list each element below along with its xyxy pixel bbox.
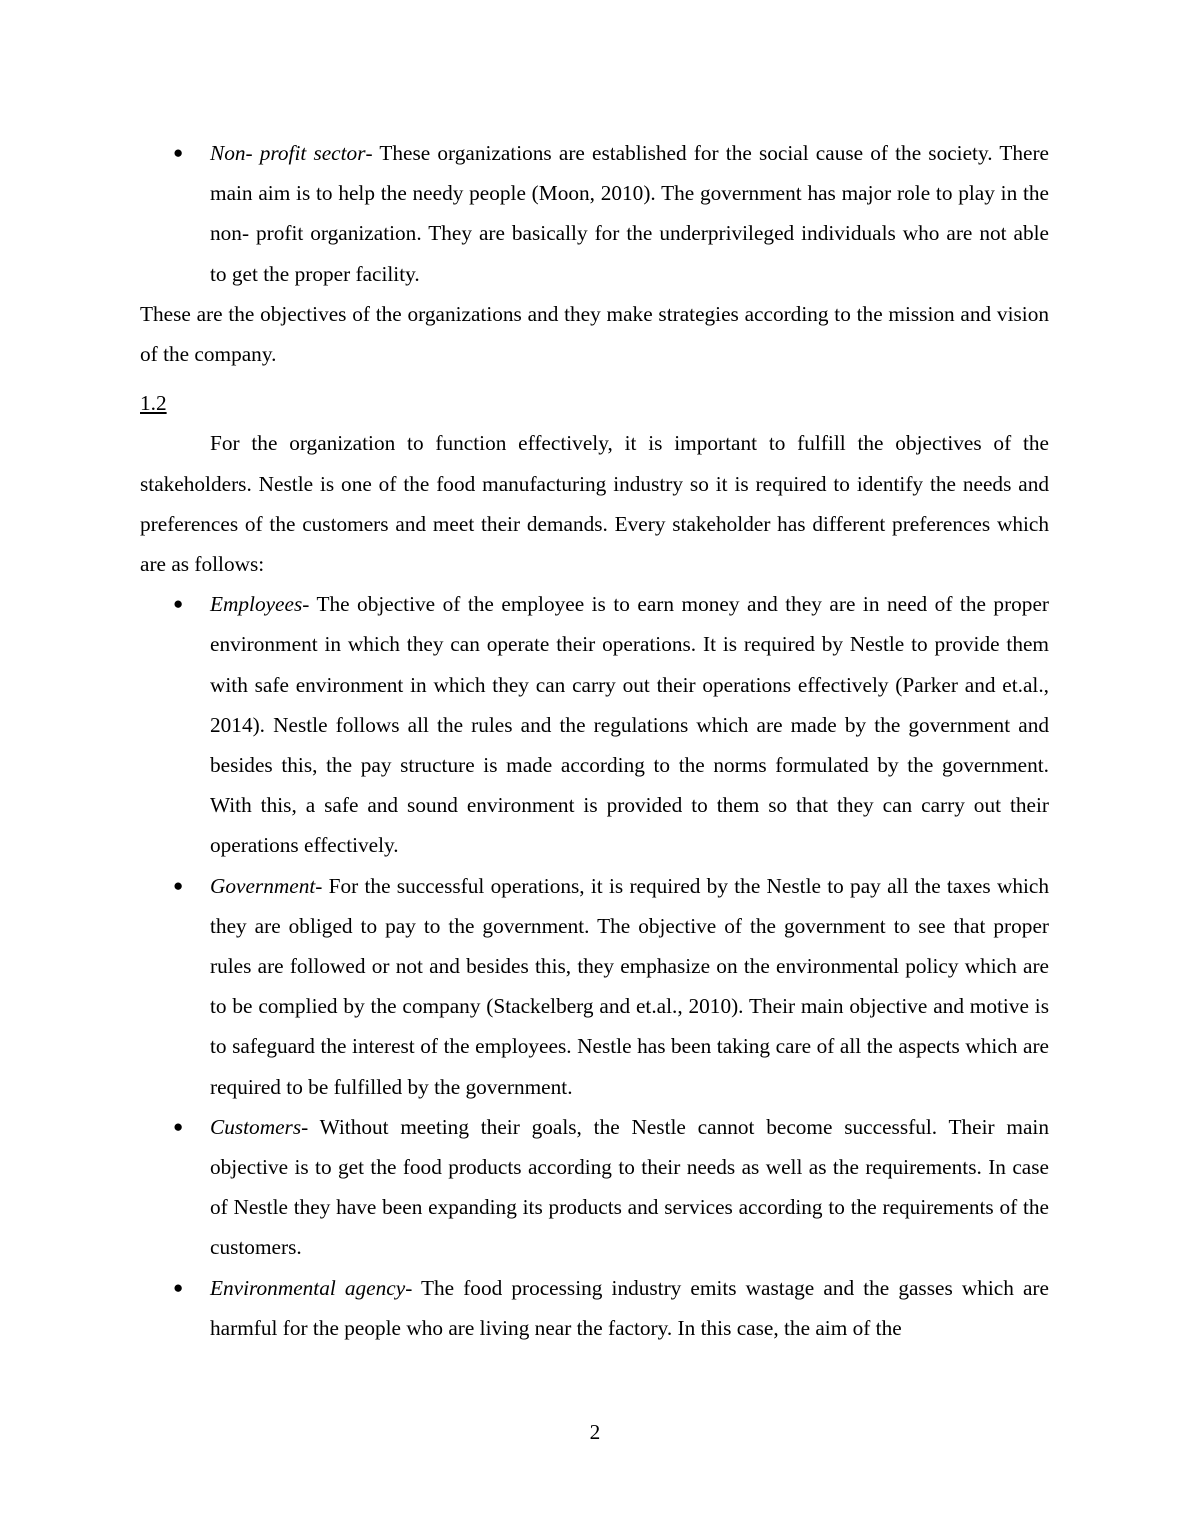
bullet-term: Employees bbox=[210, 592, 303, 617]
document-page bbox=[140, 133, 1049, 1348]
bullet-item-nonprofit bbox=[140, 133, 1049, 294]
nonprofit-bullet-list bbox=[140, 133, 1049, 294]
bullet-icon: ● bbox=[173, 143, 184, 162]
bullet-text: - The objective of the employee is to earn money and they are in need of the proper environment in which they can operate their operations. It is required by Nestle to provide them with safe environment in which they can carry out their operations effectively (Parker and et.al., 2014). Nestle follows all the rules and the regulations which are made by the government and besides this, the pay structure is made according to the norms formulated by the government. With this, a safe and sound environment is provided to them so that they can carry out their operations effectively. bbox=[210, 592, 1049, 858]
intro-paragraph: For the organization to function effectively, it is important to fulfill the objectives of the stakeholders. Nestle is one of the food manufacturing industry so it is required to identify the needs and preferences of the customers and meet their demands. Every stakeholder has different preferences which are as follows: bbox=[140, 431, 1049, 577]
bullet-text: - For the successful operations, it is required by the Nestle to pay all the taxes which they are obliged to pay to the government. The objective of the government to see that proper rules are followed or not and besides this, they emphasize on the environmental policy which are to be complied by the company (Stackelberg and et.al., 2010). Their main objective and motive is to safeguard the interest of the employees. Nestle has been taking care of all the aspects which are required to be fulfilled by the government. bbox=[210, 873, 1049, 1099]
section-heading: 1.2 bbox=[140, 391, 167, 416]
bullet-icon: ● bbox=[173, 594, 184, 614]
bullet-item-employees bbox=[140, 584, 1049, 865]
stakeholder-bullet-list bbox=[140, 584, 1049, 1348]
bullet-item-environmental-agency bbox=[140, 1268, 1049, 1348]
bullet-icon: ● bbox=[173, 1116, 184, 1136]
bullet-term: Government bbox=[210, 873, 316, 898]
bullet-icon: ● bbox=[173, 1277, 184, 1297]
bullet-icon: ● bbox=[173, 875, 184, 895]
bullet-term: Environmental agency bbox=[210, 1275, 406, 1300]
page-number: 2 bbox=[589, 1420, 601, 1444]
bullet-text: - These organizations are established for the social cause of the society. There main aim is to help the needy people (Moon, 2010). The government has major role to play in the non- profit organization. They are basically for the underprivileged individuals who are not able to get the proper facility. bbox=[210, 141, 1049, 286]
bullet-term: Non- profit sector bbox=[210, 141, 366, 165]
bullet-text: - Without meeting their goals, the Nestle cannot become successful. Their main objective is to get the food products according to their needs as well as the requirements. In case of Nestle they have been expanding its products and services according to the requirements of the customers. bbox=[210, 1114, 1049, 1260]
bullet-term: Customers bbox=[210, 1114, 302, 1139]
bullet-text: - The food processing industry emits wastage and the gasses which are harmful for the people who are living near the factory. In this case, the aim of the bbox=[210, 1275, 1049, 1340]
objectives-paragraph: These are the objectives of the organizations and they make strategies according to the mission and vision of the company. bbox=[140, 301, 1049, 367]
bullet-item-government bbox=[140, 866, 1049, 1107]
bullet-item-customers bbox=[140, 1107, 1049, 1268]
